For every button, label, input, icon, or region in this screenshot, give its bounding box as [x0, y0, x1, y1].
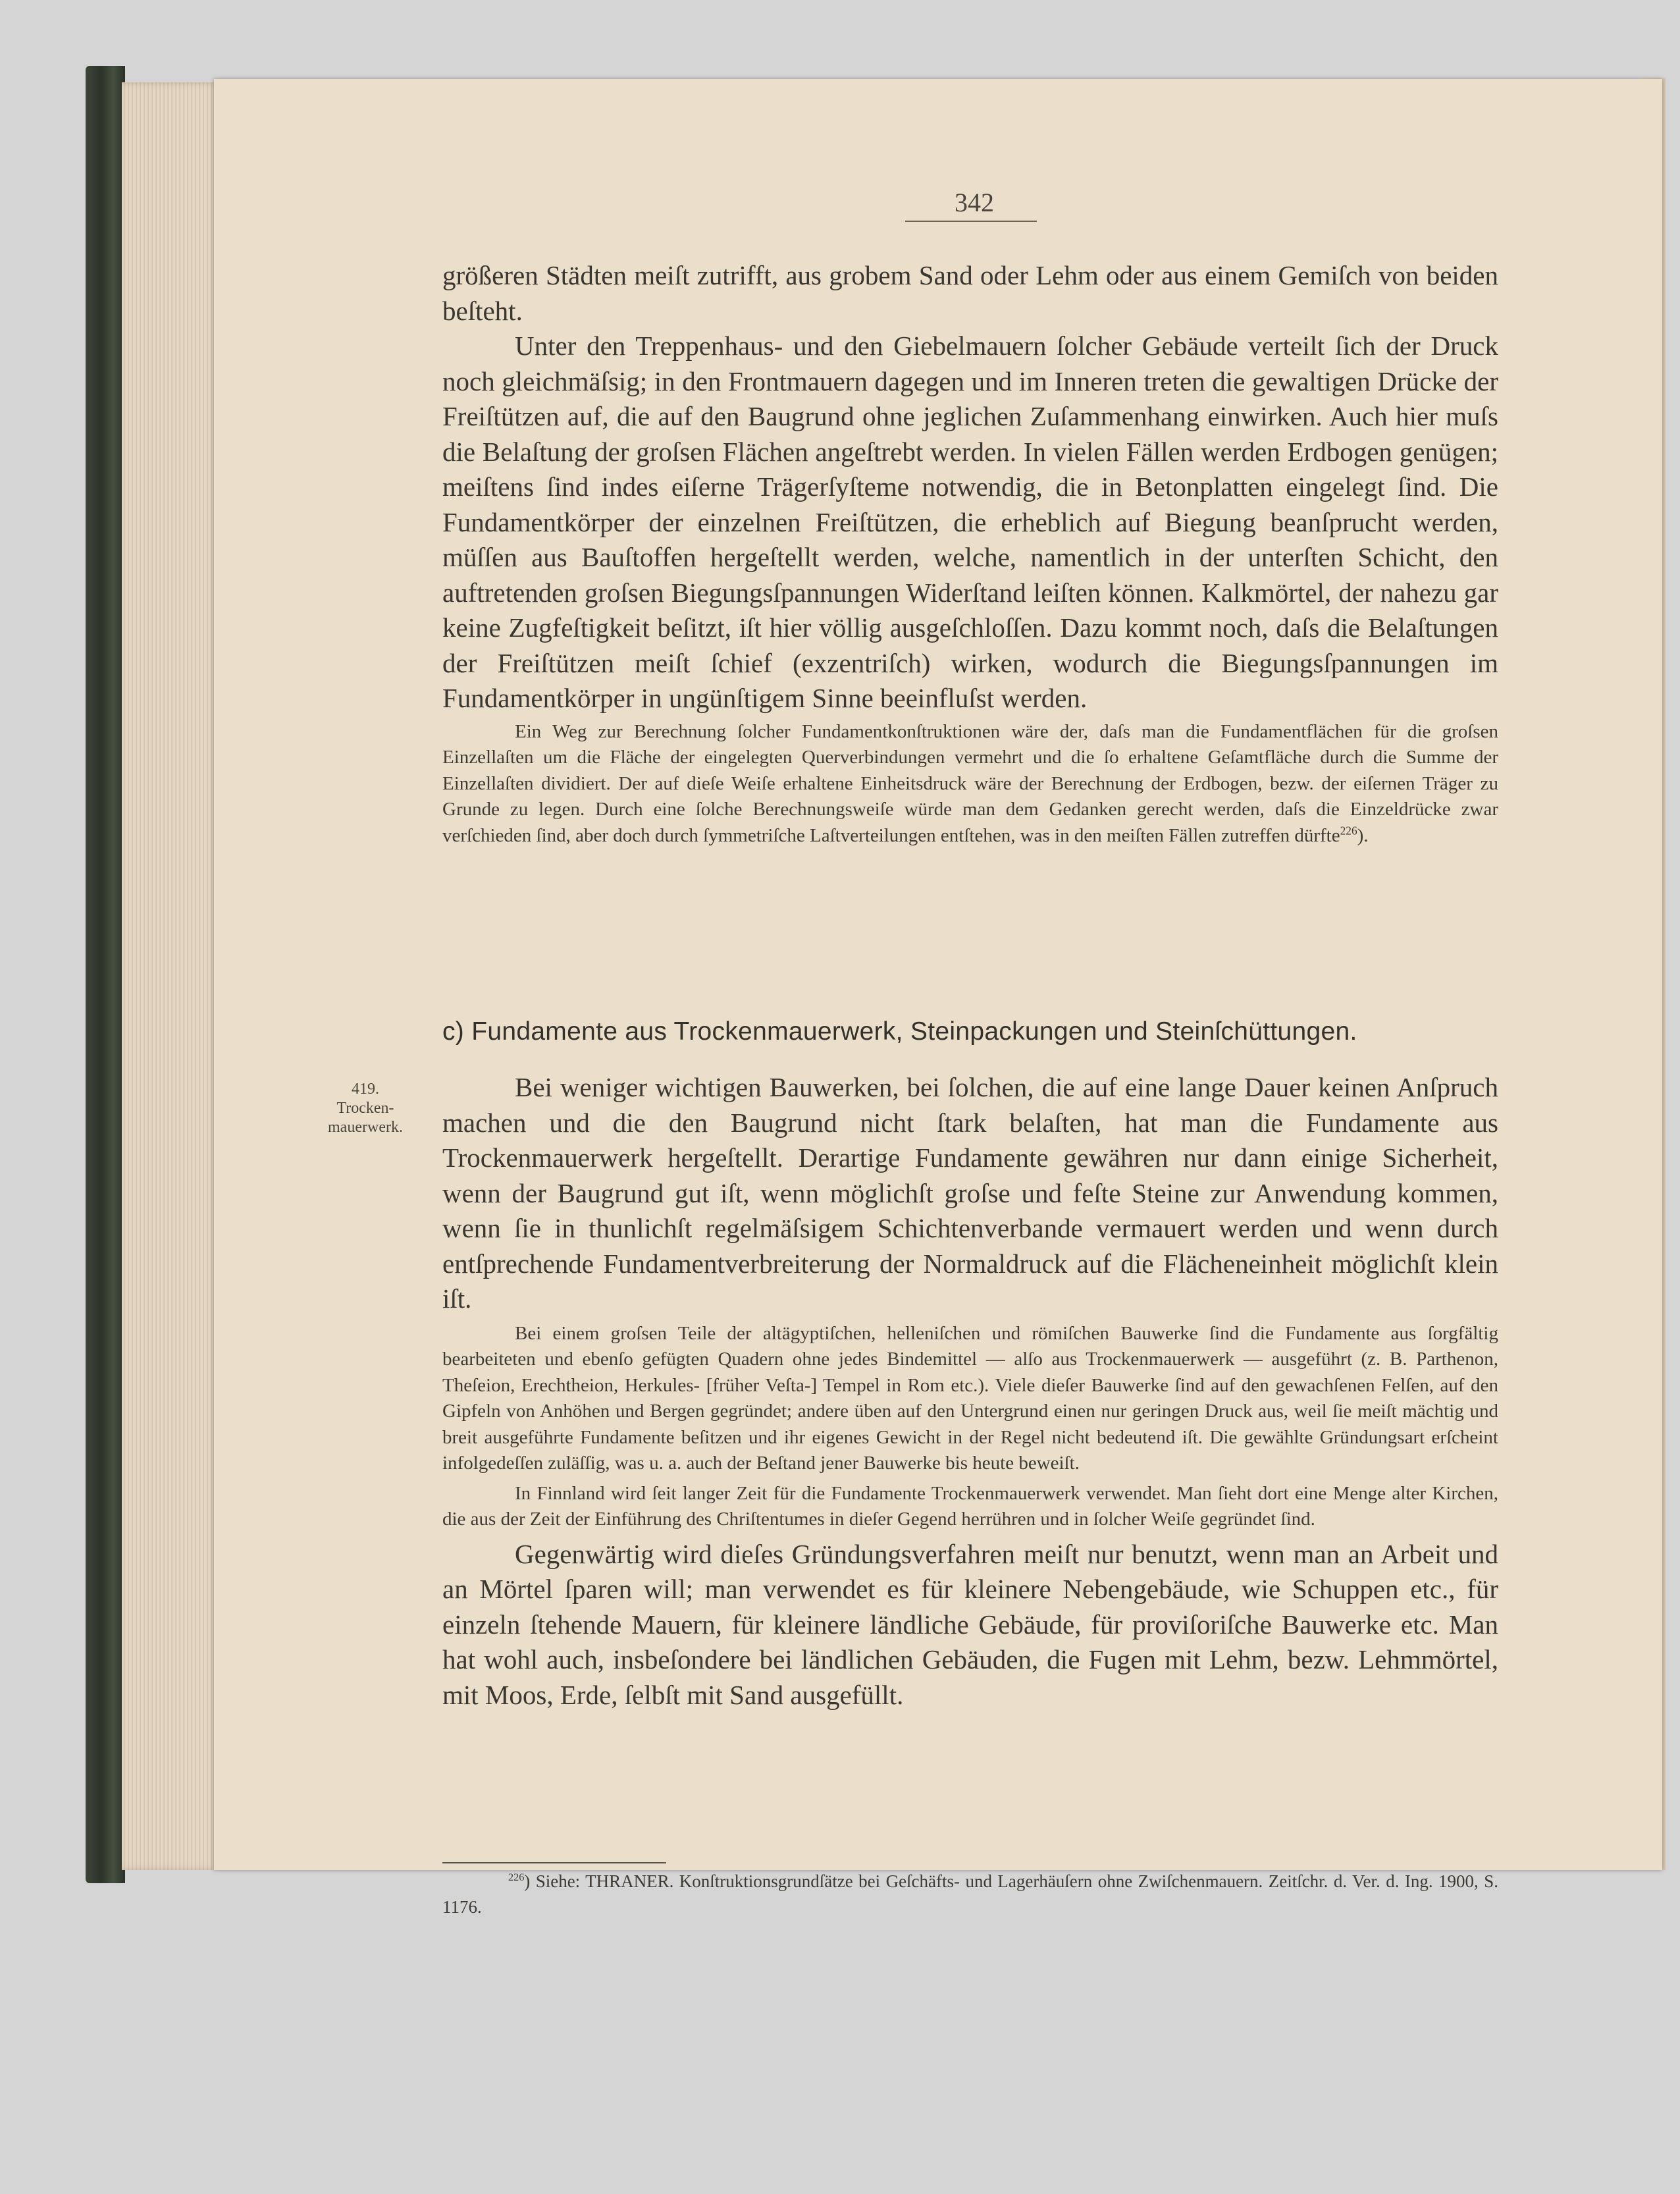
- page-edges: [122, 82, 221, 1870]
- margin-note-label-1: Trocken-: [336, 1100, 394, 1117]
- book-spine: [86, 66, 125, 1883]
- paragraph-gegenwaertig: Gegenwärtig wird dieſes Gründungsverfahren meiſt nur benutzt, wenn man an Arbeit und an Mörtel ſparen will; man verwendet es für kleinere Nebengebäude, wie Schuppen etc., für einzeln ſtehende Mauern, für kleinere ländliche Gebäude, für proviſoriſche Bauwerke etc. Man hat wohl auch, insbeſondere bei ländlichen Gebäuden, die Fugen mit Lehm, bezw. Lehmmörtel, mit Moos, Erde, ſelbſt mit Sand ausgefüllt.: [442, 1538, 1498, 1710]
- margin-note-number: 419.: [352, 1081, 379, 1098]
- small-print-berechnung: [442, 719, 1498, 849]
- small-print-finnland: In Finnland wird ſeit langer Zeit für die Fundamente Trockenmauerwerk verwendet. Man ſieht dort eine Menge alter Kirchen, die aus der Zeit der Einführung des Chriſtentumes in dieſer Gegend herrühren und in ſolcher Weiſe gegründet ſind.: [442, 1482, 1498, 1530]
- margin-note: [309, 1080, 421, 1137]
- text-block-2: [442, 1070, 1498, 1713]
- footnote-line: [442, 1869, 1498, 1920]
- footnote: [442, 1869, 1498, 1920]
- footnote-ref-226: 226: [1340, 823, 1357, 837]
- margin-note-label-2: mauerwerk.: [328, 1119, 403, 1136]
- small-print-berechnung-end: ).: [1357, 824, 1369, 846]
- small-print-berechnung-text: Ein Weg zur Berechnung ſolcher Fundamentkonſtruktionen wäre der, daſs man die Fundamentflächen für die groſsen Einzellaſten um die Fläche der eingelegten Querverbindungen vermehrt und die ſo erhaltene Geſamtfläche durch die Summe der Einzellaſten dividiert. Der auf dieſe Weiſe erhaltene Einheitsdruck wäre der Berechnung der Erdbogen, bezw. der eiſernen Träger zu Grunde zu legen. Durch eine ſolche Berechnungsweiſe würde man dem Gedanken gerecht werden, daſs die Einzeldrücke zwar verſchieden ſind, aber doch durch ſymmetriſche Laſtverteilungen entſtehen, was in den meiſten Fällen zutreffen dürfte: [442, 720, 1498, 846]
- footnote-text: ) Siehe: THRANER. Konſtruktionsgrundſätze bei Geſchäfts- und Lagerhäuſern ohne Zwiſchenmauern. Zeitſchr. d. Ver. d. Ing. 1900, S. 1176.: [442, 1871, 1498, 1917]
- small-print-altaegyptisch: Bei einem groſsen Teile der altägyptiſchen, helleniſchen und römiſchen Bauwerke ſind die Fundamente aus ſorgfältig bearbeiteten und ebenſo gefügten Quadern ohne jedes Bindemittel — alſo aus Trockenmauerwerk — ausgeführt (z. B. Parthenon, Theſeion, Erechtheion, Herkules- [früher Veſta-] Tempel in Rom etc.). Viele dieſer Bauwerke ſind auf den gewachſenen Felſen, auf den Gipfeln von Anhöhen und Bergen gegründet; andere üben auf den Untergrund einen nur geringen Druck aus, weil ſie meiſt mächtig und breit ausgeführte Fundamente beſitzen und ihr eigenes Gewicht in der Regel nicht bedeutend iſt. Die gewählte Gründungsart erſcheint infolgedeſſen zuläſſig, was u. a. auch der Beſtand jener Bauwerke bis heute beweiſt.: [442, 1322, 1498, 1474]
- paragraph-trockenmauerwerk: Bei weniger wichtigen Bauwerken, bei ſolchen, die auf eine lange Dauer keinen Anſpruch machen und die den Baugrund nicht ſtark belaſten, hat man die Fundamente aus Trockenmauerwerk hergeſtellt. Derartige Fundamente gewähren nur dann einige Sicherheit, wenn der Baugrund gut iſt, wenn möglichſt groſse und feſte Steine zur Anwendung kommen, wenn ſie in thunlichſt regelmäſsigem Schichtenverbande vermauert werden und wenn durch entſprechende Fundamentverbreiterung der Normaldruck auf die Flächeneinheit möglichſt klein iſt.: [442, 1072, 1498, 1314]
- footnote-rule: [442, 1862, 666, 1863]
- paragraph-continuation: größeren Städten meiſt zutrifft, aus grobem Sand oder Lehm oder aus einem Gemiſch von beiden beſteht.: [442, 260, 1498, 326]
- page-number: 342: [955, 188, 994, 217]
- text-block-1: [442, 258, 1498, 849]
- section-heading: c) Fundamente aus Trockenmauerwerk, Steinpackungen und Steinſchüttungen.: [442, 1017, 1357, 1046]
- footnote-number: 226: [508, 1871, 525, 1883]
- page-number-rule: [905, 221, 1037, 222]
- paragraph-treppenhaus: Unter den Treppenhaus- und den Giebelmauern ſolcher Gebäude verteilt ſich der Druck noch gleichmäſsig; in den Frontmauern dagegen und im Inneren treten die gewaltigen Drücke der Freiſtützen auf, die auf den Baugrund ohne jeglichen Zuſammenhang einwirken. Auch hier muſs die Belaſtung der groſsen Flächen angeſtrebt werden. In vielen Fällen werden Erdbogen genügen; meiſtens ſind indes eiſerne Trägerſyſteme notwendig, die in Betonplatten eingelegt ſind. Die Fundamentkörper der einzelnen Freiſtützen, die erheblich auf Biegung beanſprucht werden, müſſen aus Bauſtoffen hergeſtellt werden, welche, namentlich in der unterſten Schicht, den auftretenden groſsen Biegungsſpannungen Widerſtand leiſten können. Kalkmörtel, der nahezu gar keine Zugfeſtigkeit beſitzt, iſt hier völlig ausgeſchloſſen. Dazu kommt noch, daſs die Belaſtungen der Freiſtützen meiſt ſchief (exzentriſch) wirken, wodurch die Biegungsſpannungen im Fundamentkörper in ungünſtigem Sinne beeinfluſst werden.: [442, 331, 1498, 713]
